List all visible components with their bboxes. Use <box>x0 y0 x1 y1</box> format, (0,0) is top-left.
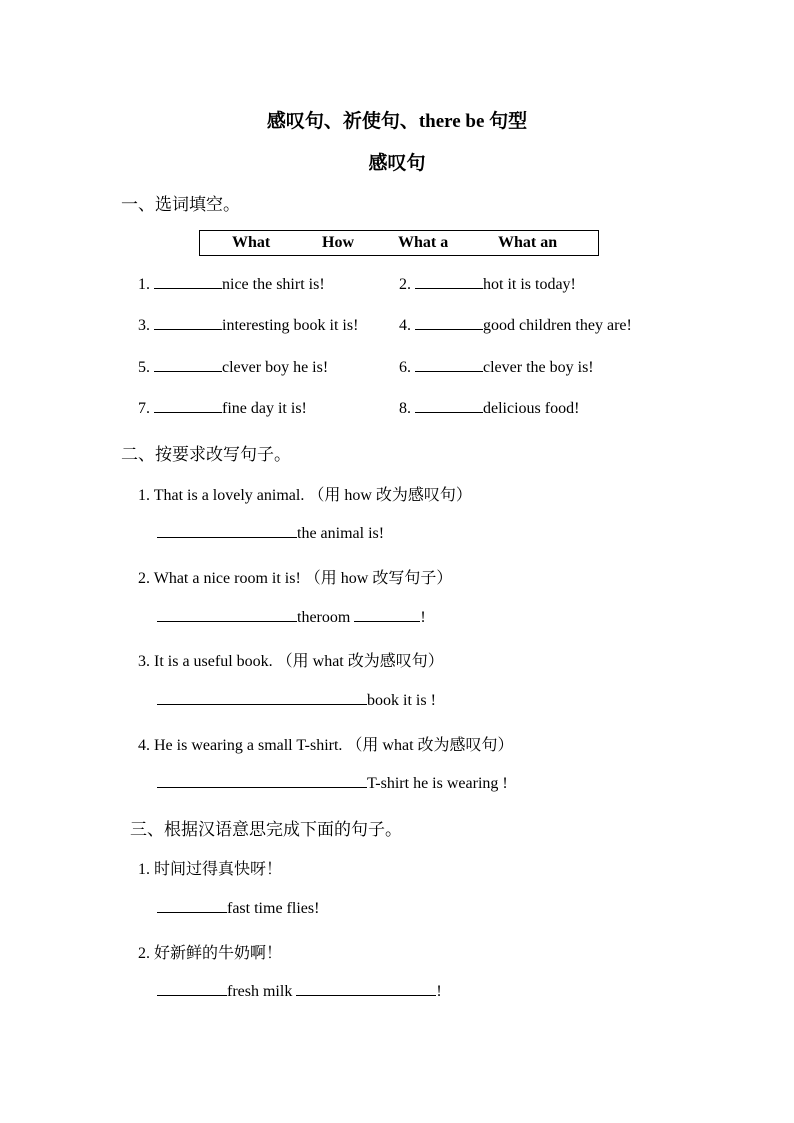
answer-end: ! <box>436 983 442 1000</box>
answer-blank[interactable] <box>154 357 222 372</box>
rewrite-answer-line <box>157 523 384 543</box>
item-number: 8. <box>399 400 411 417</box>
fill-item <box>138 398 307 418</box>
word-bank <box>199 230 599 256</box>
rewrite-question: 3. It is a useful book. （用 what 改为感叹句） <box>138 653 444 670</box>
answer-text: fast time flies! <box>227 900 320 917</box>
answer-text: fresh milk <box>227 983 293 1000</box>
answer-blank[interactable] <box>157 607 297 622</box>
rewrite-answer-line <box>157 773 508 793</box>
item-text: fine day it is! <box>222 400 307 417</box>
fill-item <box>399 357 594 377</box>
word-bank-option: What a <box>398 234 449 251</box>
item-number: 4. <box>399 317 411 334</box>
section-1-heading: 一、选词填空。 <box>121 195 240 214</box>
item-text: good children they are! <box>483 317 632 334</box>
rewrite-question: 4. He is wearing a small T-shirt. （用 what 改为感叹句） <box>138 737 514 754</box>
translate-question: 2. 好新鲜的牛奶啊！ <box>138 945 283 962</box>
fill-item <box>138 357 328 377</box>
answer-blank[interactable] <box>154 315 222 330</box>
answer-blank[interactable] <box>296 981 436 996</box>
fill-item <box>138 274 325 294</box>
rewrite-question: 2. What a nice room it is! （用 how 改写句子） <box>138 570 453 587</box>
word-bank-option: What <box>232 234 271 251</box>
answer-blank[interactable] <box>157 898 227 913</box>
item-text: clever boy he is! <box>222 359 329 376</box>
item-number: 6. <box>399 359 411 376</box>
answer-text: T-shirt he is wearing ! <box>367 775 508 792</box>
answer-text: theroom <box>297 609 351 626</box>
item-number: 5. <box>138 359 150 376</box>
answer-blank[interactable] <box>157 690 367 705</box>
fill-item <box>399 315 632 335</box>
word-bank-option: How <box>322 234 354 251</box>
answer-end: ! <box>420 609 426 626</box>
item-text: nice the shirt is! <box>222 276 325 293</box>
item-number: 2. <box>399 276 411 293</box>
rewrite-answer-line <box>157 690 436 710</box>
item-number: 1. <box>138 276 150 293</box>
answer-blank[interactable] <box>157 523 297 538</box>
item-text: hot it is today! <box>483 276 576 293</box>
fill-item <box>138 315 358 335</box>
page-subtitle: 感叹句 <box>368 153 426 174</box>
item-number: 3. <box>138 317 150 334</box>
translate-answer-line <box>157 981 442 1001</box>
word-bank-option: What an <box>498 234 558 251</box>
answer-blank[interactable] <box>415 274 483 289</box>
item-text: interesting book it is! <box>222 317 359 334</box>
answer-blank[interactable] <box>415 315 483 330</box>
answer-blank[interactable] <box>415 398 483 413</box>
answer-blank[interactable] <box>354 607 420 622</box>
answer-blank[interactable] <box>415 357 483 372</box>
item-text: delicious food! <box>483 400 580 417</box>
rewrite-answer-line <box>157 607 426 627</box>
answer-text: the animal is! <box>297 525 385 542</box>
section-3-heading: 三、根据汉语意思完成下面的句子。 <box>130 820 402 839</box>
answer-blank[interactable] <box>157 773 367 788</box>
fill-item <box>399 398 579 418</box>
item-text: clever the boy is! <box>483 359 594 376</box>
section-2-heading: 二、按要求改写句子。 <box>121 445 291 464</box>
answer-blank[interactable] <box>154 398 222 413</box>
answer-blank[interactable] <box>157 981 227 996</box>
answer-text: book it is ! <box>367 692 436 709</box>
answer-blank[interactable] <box>154 274 222 289</box>
translate-question: 1. 时间过得真快呀！ <box>138 861 283 878</box>
rewrite-question: 1. That is a lovely animal. （用 how 改为感叹句） <box>138 487 472 504</box>
fill-item <box>399 274 576 294</box>
item-number: 7. <box>138 400 150 417</box>
page-title: 感叹句、祈使句、there be 句型 <box>266 111 528 132</box>
translate-answer-line <box>157 898 319 918</box>
